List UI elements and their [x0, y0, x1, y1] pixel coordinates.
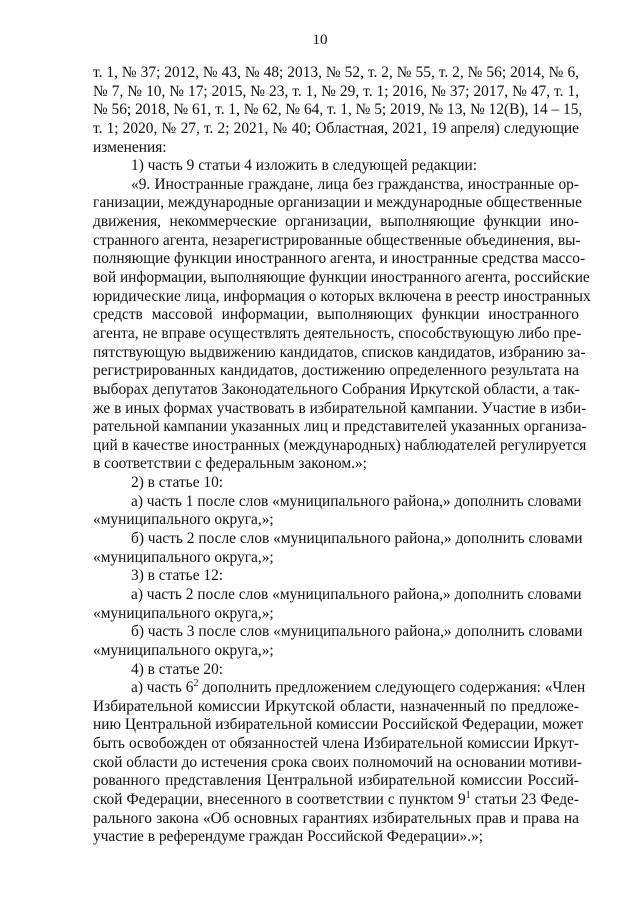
text-line: движения, некоммерческие организации, выполняющие функции ино-: [93, 213, 579, 231]
text-line: средств массовой информации, выполняющих функции иностранного: [93, 306, 579, 324]
text-line: «муниципального округа,»;: [93, 548, 274, 566]
text-line: участие в референдуме граждан Российской Федерации».»;: [93, 828, 483, 846]
text-line: рательной кампании указанных лиц и представителей указанных организа-: [93, 418, 587, 436]
text-line: а) часть 2 после слов «муниципального района,» дополнить словами: [131, 585, 582, 603]
text-line: 1) часть 9 статьи 4 изложить в следующей редакции:: [131, 157, 478, 175]
text-line: в соответствии с федеральным законом.»;: [93, 455, 367, 473]
text-line: Избирательной комиссии Иркутской области, назначенный по предложе-: [93, 697, 579, 715]
text-line: нию Центральной избирательной комиссии Российской Федерации, может: [93, 716, 584, 734]
text-line: юридические лица, информация о которых включена в реестр иностранных: [93, 287, 591, 305]
text-line: ганизации, международные организации и международные общественные: [93, 194, 582, 212]
text-line: «муниципального округа,»;: [93, 511, 274, 529]
text-line: пятствующую выдвижению кандидатов, списков кандидатов, избранию за-: [93, 343, 586, 361]
text-line: странного агента, незарегистрированные общественные объединения, вы-: [93, 231, 581, 249]
text-line: 4) в статье 20:: [131, 660, 224, 678]
text-line: 2) в статье 10:: [131, 474, 224, 492]
superscript: 1: [465, 789, 471, 801]
text-line: [93, 678, 586, 698]
text-line: [93, 791, 579, 810]
text-line: агента, не вправе осуществлять деятельность, способствующую либо пре-: [93, 324, 582, 342]
text-line: изменения:: [93, 138, 167, 156]
text-line: № 56; 2018, № 61, т. 1, № 62, № 64, т. 1, № 5; 2019, № 13, № 12(В), 14 – 15,: [93, 101, 583, 119]
text-line: ций в качестве иностранных (международных) наблюдателей регулируется: [93, 436, 587, 454]
text-line: т. 1; 2020, № 27, т. 2; 2021, № 40; Областная, 2021, 19 апреля) следующие: [93, 119, 579, 137]
text-line: быть освобожден от обязанностей члена Избирательной комиссии Иркут-: [93, 735, 579, 753]
superscript: 2: [193, 678, 199, 690]
text-line: б) часть 2 после слов «муниципального района,» дополнить словами: [131, 530, 583, 548]
text-line: полняющие функции иностранного агента, и иностранные средства массо-: [93, 250, 586, 268]
text-line: вой информации, выполняющие функции иностранного агента, российские: [93, 269, 590, 287]
text-line: выборах депутатов Законодательного Собрания Иркутской области, а так-: [93, 380, 580, 398]
document-body: [93, 64, 591, 847]
text-fragment: статьи 23 Феде-: [470, 790, 579, 808]
text-fragment: а) часть 6: [131, 679, 194, 697]
text-line: рального закона «Об основных гарантиях избирательных прав и права на: [93, 809, 579, 827]
text-line: «9. Иностранные граждане, лица без гражданства, иностранные ор-: [131, 175, 579, 193]
text-line: № 7, № 10, № 17; 2015, № 23, т. 1, № 29, т. 1; 2016, № 37; 2017, № 47, т. 1,: [93, 82, 579, 100]
text-line: «муниципального округа,»;: [93, 641, 274, 659]
text-line: 3) в статье 12:: [131, 567, 224, 585]
text-line: «муниципального округа,»;: [93, 604, 274, 622]
text-line: ской области до истечения срока своих полномочий на основании мотиви-: [93, 753, 582, 771]
text-line: рованного представления Центральной избирательной комиссии Россий-: [93, 772, 579, 790]
text-line: же в иных формах участвовать в избирательной кампании. Участие в изби-: [93, 399, 587, 417]
text-line: регистрированных кандидатов, достижению определенного результата на: [93, 362, 579, 380]
text-line: б) часть 3 после слов «муниципального района,» дополнить словами: [131, 623, 583, 641]
text-fragment: ской Федерации, внесенного в соответствии с пунктом 9: [93, 790, 466, 808]
page-number: 10: [312, 32, 328, 48]
text-fragment: дополнить предложением следующего содержания: «Член: [198, 679, 586, 697]
text-line: а) часть 1 после слов «муниципального района,» дополнить словами: [131, 492, 582, 510]
text-line: т. 1, № 37; 2012, № 43, № 48; 2013, № 52, т. 2, № 55, т. 2, № 56; 2014, № 6,: [93, 64, 579, 81]
